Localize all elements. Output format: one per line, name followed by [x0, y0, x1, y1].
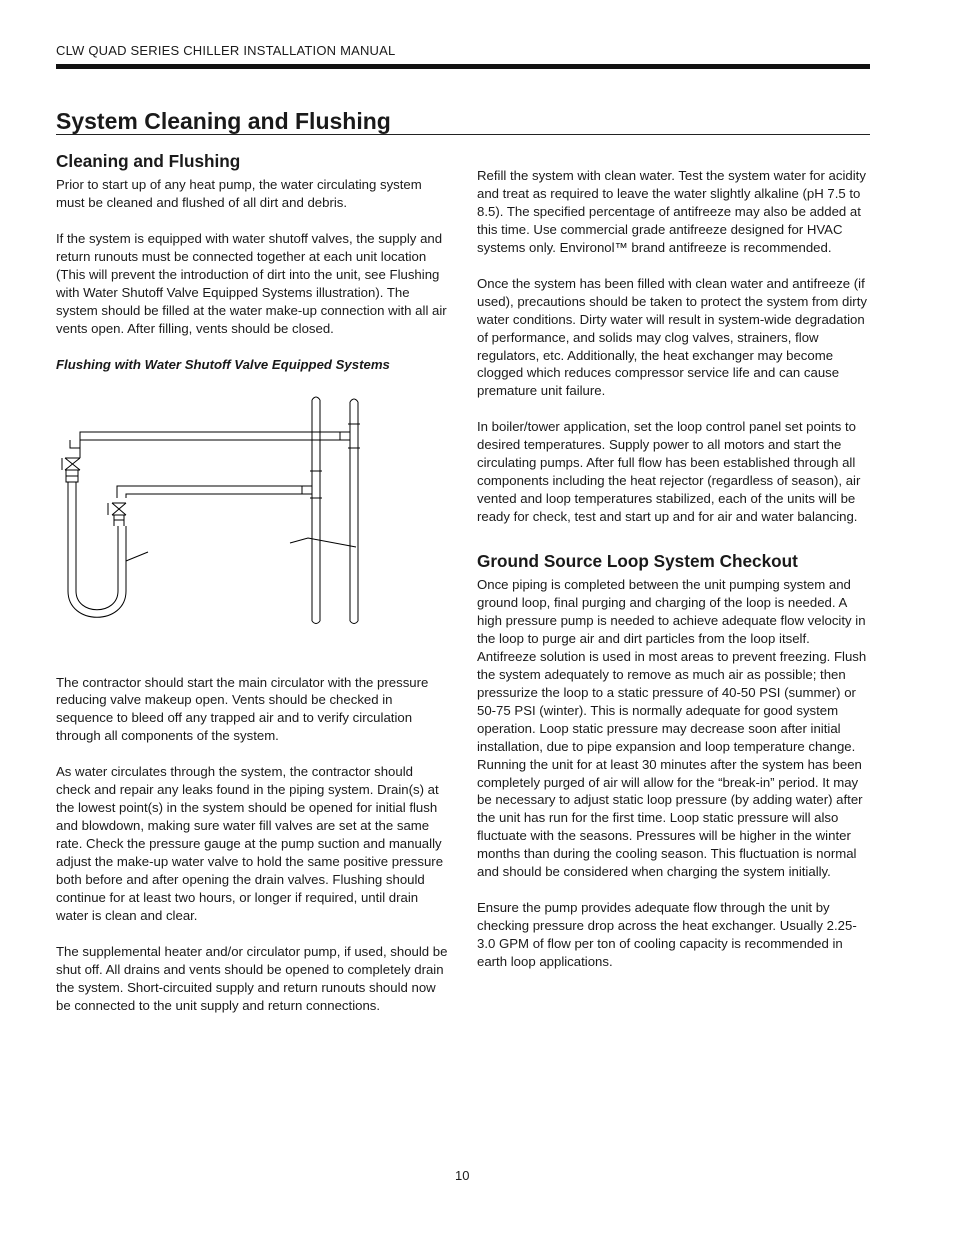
flushing-diagram [56, 386, 451, 652]
paragraph: Once piping is completed between the unit pumping system and ground loop, final purging and charging of the loop is needed. A high pressure pump is needed to achieve adequate flow velocity in the loop to purge air and dirt particles from the loop itself. Antifreeze solution is used in most areas to prevent freezing. Flush the system adequately to remove as much air as possible; then pressurize the loop to a static pressure of 40-50 PSI (summer) or 50-75 PSI (winter). This is normally adequate for good system operation. Loop static pressure may decrease soon after initial installation, due to pipe expansion and loop temperature change. Running the unit for at least 30 minutes after the system has been completely purged of air will allow for the “break-in” period. It may be necessary to adjust static loop pressure (by adding water) after the unit has run for the first time. Loop static pressure will also fluctuate with the seasons. Pressures will be higher in the winter months than during the cooling season. This fluctuation is normal and should be considered when charging the system initially. [477, 577, 867, 880]
riser-pipe [312, 400, 320, 621]
diagram-caption: Flushing with Water Shutoff Valve Equipped Systems [56, 356, 390, 372]
cleaning-flushing-heading: Cleaning and Flushing [56, 151, 241, 171]
paragraph: Prior to start up of any heat pump, the water circulating system must be cleaned and flushed of all dirt and debris. [56, 177, 422, 210]
paragraph: If the system is equipped with water shutoff valves, the supply and return runouts must be connected together at each unit location (This will prevent the introduction of dirt into the unit, see Flushing with Water Shutoff Valve Equipped Systems illustration). The system should be filled at the water make-up connection with all air vents open. After filling, vents should be closed. [56, 230, 447, 336]
paragraph: In boiler/tower application, set the loop control panel set points to desired temperatures. Supply power to all motors and start the circulating pumps. After full flow has been established through all components including the heat rejector (regardless of season), air vented and loop temperatures stabilized, each of the units will be ready for check, test and start up and for air and water balancing. [477, 419, 861, 525]
right-column [477, 167, 872, 989]
left-column [56, 150, 451, 1033]
page-number: 10 [455, 1168, 470, 1183]
riser-pipe [350, 402, 358, 621]
paragraph: As water circulates through the system, the contractor should check and repair any leaks found in the piping system. Drain(s) at the lowest point(s) in the system should be opened for initial flush and blowdown, making sure water fill valves are set at the same rate. Check the pressure gauge at the pump suction and manually adjust the make-up water valve to hold the same positive pressure both before and after opening the drain valves. Flushing should continue for at least two hours, or longer if required, until drain water is clean and clear. [56, 764, 444, 923]
header-rule [56, 64, 870, 69]
title-rule [56, 134, 870, 135]
paragraph: The contractor should start the main circulator with the pressure reducing valve makeup open. Vents should be checked in sequence to bleed off any trapped air and to verify circulation through all components of the system. [56, 674, 429, 744]
paragraph: Refill the system with clean water. Test the system water for acidity and treat as required to leave the water slightly alkaline (pH 7.5 to 8.5). The specified percentage of antifreeze may also be added at this time. Use commercial grade antifreeze designed for HVAC systems only. Environol™ brand antifreeze is recommended. [477, 168, 866, 255]
upper-runout-pipe [80, 432, 350, 440]
paragraph: Ensure the pump provides adequate flow through the unit by checking pressure drop across the heat exchanger. Usually 2.25-3.0 GPM of flow per ton of cooling capacity is recommended in earth loop applications. [477, 900, 857, 970]
lower-shutoff-valve [108, 503, 126, 515]
paragraph: Once the system has been filled with clean water and antifreeze (if used), precautions should be taken to protect the system from dirty water conditions. Dirty water will result in system-wide degradation of performance, and solids may clog valves, strainers, flow regulators, etc. Additionally, the heat exchanger may become clogged which reduces compressor service life and can cause premature unit failure. [477, 275, 867, 399]
paragraph: The supplemental heater and/or circulator pump, if used, should be shut off. All drains and vents should be opened to completely drain the system. Short-circuited supply and return runouts should now be connected to the unit supply and return connections. [56, 943, 448, 1013]
upper-shutoff-valve [62, 458, 80, 470]
ground-source-loop-heading: Ground Source Loop System Checkout [477, 551, 798, 572]
lower-runout-pipe [117, 486, 312, 498]
page-title: System Cleaning and Flushing [56, 108, 391, 134]
header-title: CLW QUAD SERIES CHILLER INSTALLATION MANUAL [56, 43, 396, 58]
